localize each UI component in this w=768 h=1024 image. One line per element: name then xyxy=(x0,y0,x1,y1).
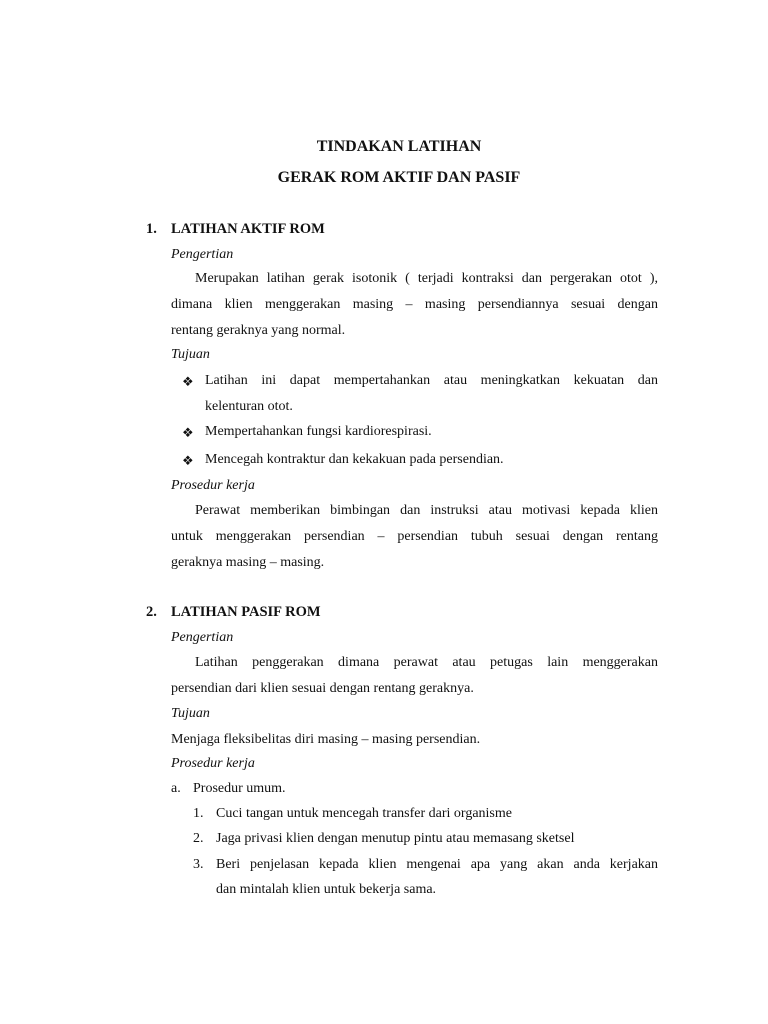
section2-pengertian-line1: Latihan penggerakan dimana perawat atau petugas lain menggerakan xyxy=(195,655,658,670)
step-text-continued: dan mintalah klien untuk bekerja sama. xyxy=(216,882,437,897)
section1-prosedur-line3: geraknya masing – masing. xyxy=(171,555,325,570)
section1-tujuan-item2: Mempertahankan fungsi kardiorespirasi. xyxy=(205,424,432,439)
section2-pengertian-line2: persendian dari klien sesuai dengan rentang geraknya. xyxy=(171,681,474,696)
section1-pengertian-line1: Merupakan latihan gerak isotonik ( terjadi kontraksi dan pergerakan otot ), xyxy=(195,271,658,286)
section2-sub-a-text: Prosedur umum. xyxy=(193,781,286,796)
section2-prosedur-label: Prosedur kerja xyxy=(171,756,255,771)
section1-pengertian-label: Pengertian xyxy=(171,247,234,262)
step-text: Cuci tangan untuk mencegah transfer dari organisme xyxy=(216,806,512,821)
step-number: 3. xyxy=(193,857,204,872)
section1-prosedur-label: Prosedur kerja xyxy=(171,478,255,493)
section1-tujuan-item1-line1: Latihan ini dapat mempertahankan atau meningkatkan kekuatan dan xyxy=(205,373,658,388)
section1-pengertian-line2: dimana klien menggerakan masing – masing persendiannya sesuai dengan xyxy=(171,297,658,312)
section1-number: 1. xyxy=(146,221,157,237)
section2-pengertian-label: Pengertian xyxy=(171,630,234,645)
diamond-bullet-icon: ❖ xyxy=(182,425,194,440)
section2-tujuan-text: Menjaga fleksibelitas diri masing – masing persendian. xyxy=(171,732,481,747)
step-number: 1. xyxy=(193,806,204,821)
section1-tujuan-item1-line2: kelenturan otot. xyxy=(205,399,293,414)
section1-heading: LATIHAN AKTIF ROM xyxy=(171,221,325,237)
step-number: 2. xyxy=(193,831,204,846)
section2-tujuan-label: Tujuan xyxy=(171,706,210,721)
section1-prosedur-line1: Perawat memberikan bimbingan dan instruksi atau motivasi kepada klien xyxy=(195,503,658,518)
section1-tujuan-item3: Mencegah kontraktur dan kekakuan pada persendian. xyxy=(205,452,504,467)
diamond-bullet-icon: ❖ xyxy=(182,453,194,468)
diamond-bullet-icon: ❖ xyxy=(182,374,194,389)
section1-prosedur-line2: untuk menggerakan persendian – persendian tubuh sesuai dengan rentang xyxy=(171,529,658,544)
section2-sub-a-marker: a. xyxy=(171,781,181,796)
step-text: Beri penjelasan kepada klien mengenai apa yang akan anda kerjakan xyxy=(216,857,658,872)
section2-number: 2. xyxy=(146,604,157,620)
document-title-line1: TINDAKAN LATIHAN xyxy=(316,138,482,155)
section2-heading: LATIHAN PASIF ROM xyxy=(171,604,321,620)
step-text: Jaga privasi klien dengan menutup pintu atau memasang sketsel xyxy=(216,831,575,846)
section1-pengertian-line3: rentang geraknya yang normal. xyxy=(171,323,346,338)
document-title-line2: GERAK ROM AKTIF DAN PASIF xyxy=(277,169,521,186)
section1-tujuan-label: Tujuan xyxy=(171,347,210,362)
